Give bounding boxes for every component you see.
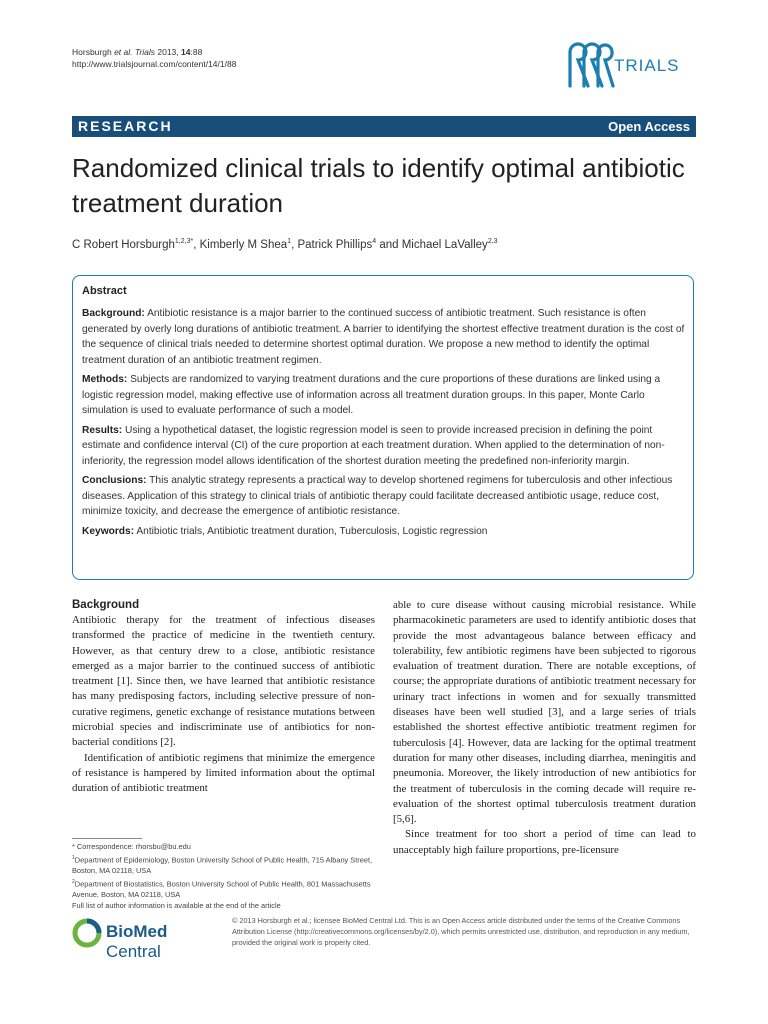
trials-logo — [566, 42, 696, 92]
biomed-central-logo-text — [106, 922, 222, 962]
abstract-section-label: Results: — [82, 424, 123, 436]
body-paragraph: able to cure disease without causing microbial resistance. While pharmacokinetic parameters are used to identify antibiotic doses that provide the most advantageous balance between efficacy and tolerability, few antibiotic regimens have been subjected to rigorous evaluation of treatment duration. There are notable exceptions, of course; the appropriate durations of antibiotic treatment necessary for urinary tract infections in women and for sexually transmitted diseases have been well studied [3], and a large series of trials established the shortest effective antibiotic treatment regimen for tuberculosis [4]. However, data are lacking for the optimal treatment duration for many other diseases, including diarrhea, meningitis and pneumonia. Moreover, the likely introduction of new antibiotics for the treatment of tuberculosis in the coming decade will require re-evaluation of the shortest optimal tuberculosis treatment duration [5,6]. — [393, 599, 697, 826]
abstract-section-label: Keywords: — [82, 525, 135, 537]
abstract-section-label: Methods: — [82, 374, 128, 385]
section-heading-background: Background — [72, 599, 140, 611]
citation-line — [72, 46, 236, 58]
abstract-section-label: Background: — [82, 308, 145, 319]
abstract-body — [82, 306, 686, 543]
author: Michael LaValley — [401, 238, 488, 251]
author-separator: , — [291, 238, 298, 251]
abstract-section-label: Conclusions: — [82, 475, 147, 486]
author-separator: , — [193, 238, 200, 251]
abstract-section-text: Antibiotic resistance is a major barrier to the continued success of antibiotic treatment. Such resistance is often generated by overly long durations of antibiotic treatment. A barrier to identifying the shortest effective treatment duration is the cost of the sequence of clinical trials needed to determine shortest optimal duration. We propose a new method to identify the optimal treatment duration of an antibiotic treatment regimen. — [82, 308, 685, 366]
abstract-box — [72, 275, 694, 580]
body-column-left — [72, 598, 375, 797]
abstract-section-text: Subjects are randomized to varying treatment durations and the cure proportions of these durations are linked using a logistic regression model, making effective use of information across all treatment duration groups. In this paper, Monte Carlo simulation is used to evaluate performance of such a model. — [82, 374, 661, 416]
author: Kimberly M Shea — [199, 238, 288, 251]
bmc-bold-text: BioMed — [106, 922, 168, 941]
abstract-conclusions — [82, 473, 686, 520]
article-url[interactable]: http://www.trialsjournal.com/content/14/1/88 — [72, 59, 237, 69]
research-label: RESEARCH — [78, 118, 173, 134]
affiliation-number: 2 — [72, 879, 75, 886]
biomed-central-logo — [72, 916, 222, 961]
abstract-methods — [82, 372, 686, 419]
abstract-keywords — [82, 524, 686, 540]
author-separator: and — [376, 238, 402, 251]
abstract-section-text: This analytic strategy represents a practical way to develop shortened regimens for tuberculosis and other infectious diseases. Application of this strategy to clinical trials of antibiotic therapy could facilitate decreased antibiotic usage, reduce cost, minimize toxicity, and decrease the emergence of antibiotic resistance. — [82, 475, 673, 517]
citation-volume: 14 — [181, 47, 191, 57]
body-paragraph: Antibiotic therapy for the treatment of infectious diseases transformed the practice of medicine in the twentieth century. However, as that century drew to a close, antibiotic resistance emerged as a major barrier to the continued success of antibiotic treatment [1]. Since then, we have learned that antibiotic resistance has many predisposing factors, including selective pressure of non-curative regimens, genetic exchange of resistance mutations between microbial species and indiscriminate use of antibiotics for non-bacterial conditions [2]. — [72, 614, 375, 749]
affiliation-number: 1 — [72, 855, 75, 862]
citation-journal: Trials — [132, 47, 156, 57]
abstract-results — [82, 423, 686, 470]
citation-year: 2013, — [155, 47, 182, 57]
open-access-label: Open Access — [608, 119, 690, 134]
body-paragraph: Identification of antibiotic regimens that minimize the emergence of resistance is hampered by limited information about the optimal duration of antibiotic treatment — [72, 751, 375, 795]
author-affiliation: 4 — [372, 238, 377, 245]
affiliation-text: Department of Biostatistics, Boston University School of Public Health, 801 Massachusetts Avenue, Boston, MA 02118, USA — [72, 879, 371, 900]
article-type-banner — [72, 116, 696, 137]
citation-etal: et al. — [114, 47, 133, 57]
author-info-note: Full list of author information is available at the end of the article — [72, 901, 281, 911]
citation-article: :88 — [190, 47, 203, 57]
author: C Robert Horsburgh — [72, 238, 175, 251]
trials-logo-icon — [566, 42, 616, 92]
affiliation-2 — [72, 877, 377, 900]
body-paragraph: Since treatment for too short a period of time can lead to unacceptably high failure proportions, pre-licensure — [393, 828, 696, 856]
author-list — [72, 234, 692, 253]
trials-logo-text: TRIALS — [614, 56, 680, 75]
article-title: Randomized clinical trials to identify optimal antibiotic treatment duration — [72, 153, 685, 218]
author-affiliation: 1 — [287, 238, 292, 245]
abstract-section-text: Using a hypothetical dataset, the logistic regression model is seen to provide increased precision in defining the point estimate and confidence interval (CI) of the cure proportion at each treatment duration. When applied to the determination of non-inferiority, the regression model allows identification of the shortest duration meeting the predefined non-inferiority margin. — [82, 424, 665, 467]
abstract-background — [82, 306, 686, 368]
license-notice: © 2013 Horsburgh et al.; licensee BioMed Central Ltd. This is an Open Access article distributed under the terms of the Creative Commons Attribution License (http://creativecommons.org/licenses/by/2.0), which permits unrestricted use, distribution, and reproduction in any medium, provided the original work is properly cited. — [232, 916, 690, 947]
footnote-divider — [72, 838, 142, 839]
body-column-right — [393, 598, 696, 858]
article-citation — [72, 46, 236, 70]
author-affiliation: 2,3 — [487, 238, 498, 245]
abstract-heading: Abstract — [82, 285, 127, 297]
bmc-rest-text: Central — [106, 942, 161, 961]
citation-authors: Horsburgh — [72, 47, 115, 57]
biomed-central-logo-icon — [72, 918, 102, 948]
affiliation-1 — [72, 853, 377, 876]
author: Patrick Phillips — [297, 238, 373, 251]
abstract-section-text: Antibiotic trials, Antibiotic treatment duration, Tuberculosis, Logistic regression — [134, 525, 488, 537]
correspondence-note: * Correspondence: rhorsbu@bu.edu — [72, 842, 191, 851]
author-affiliation: 1,2,3* — [174, 238, 194, 245]
footnotes — [72, 842, 377, 913]
affiliation-text: Department of Epidemiology, Boston University School of Public Health, 715 Albany Street, Boston, MA 02118, USA — [72, 855, 373, 876]
